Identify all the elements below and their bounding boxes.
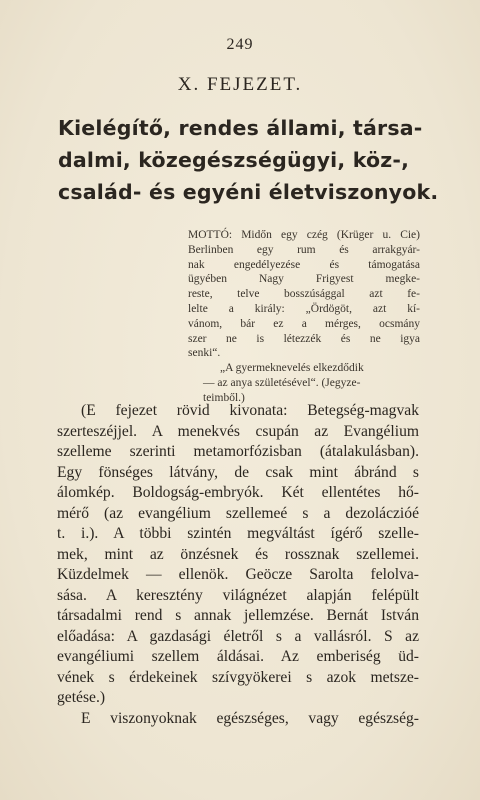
body-line: (E fejezet rövid kivonata: Betegség-magvak [81,402,419,419]
motto-line: szer ne is létezzék és ne igya [188,332,420,345]
motto-line: MOTTÓ: Midőn egy czég (Krüger u. Cie) [188,229,420,241]
motto-block [188,228,420,406]
body-line: szerteszéjjel. A menekvés csupán az Evangélium [57,422,419,440]
chapter-title [58,112,438,208]
motto-line: vánom, bár ez a mérges, ocsmány [188,317,420,330]
chapter-title-line: dalmi, közegészségügyi, köz-, [58,148,410,172]
motto-line: ügyében Nagy Frigyest megke- [188,273,420,286]
body-line: mek, mint az önzésnek és rossznak szellemei. [57,545,419,563]
motto-line: reste, telve bosszúsággal azt fe- [188,288,420,301]
page-number: 249 [226,36,254,53]
body-line: Küzdelmek — ellenök. Geöcze Sarolta felolva- [57,566,419,583]
body-line: sása. A keresztény világnézet alapján felépült [57,586,419,604]
motto-line: Berlinben egy rum és arrakgyár- [188,243,420,256]
body-line: getése.) [57,689,106,706]
body-line: E viszonyoknak egészséges, vagy egészség- [81,709,419,727]
body-line: vének s érdekeinek szívgyökerei s azok metsze- [57,668,419,686]
motto-line: nak engedélyezése és támogatása [188,258,420,271]
body-line: Egy fönséges látvány, de csak mint ábránd s [57,463,419,481]
body-line: mérő (az evangélium szellemeé s a dezoláczióé [57,504,419,522]
motto-quote-line: „A gyermeknevelés elkezdődik [220,362,364,375]
body-line: t. i.). A többi szintén megváltást ígérő szelle- [57,525,419,542]
body-line: előadása: A gazdasági életről s a vallásról. S az [57,627,419,645]
motto-line: senki“. [188,347,221,360]
body-line: álomkép. Boldogság-embryók. Két ellentétes hő- [57,484,419,501]
chapter-title-line: Kielégítő, rendes állami, társa- [58,116,423,140]
chapter-title-line: család- és egyéni életviszonyok. [58,180,439,204]
motto-quote-line: — az anya születésével“. (Jegyze- [203,376,361,389]
motto-line: lelte a király: „Ördögöt, azt kí- [188,302,420,315]
body-line: társadalmi rend s annak jellemzése. Bernát István [57,607,419,624]
body-text [57,401,419,729]
body-line: szelleme szerinti metamorfózisban (átalakulásban). [57,443,419,460]
motto-quote-line: teimből.) [203,391,245,404]
body-line: evangéliumi szellem áldásai. Az emberiség üd- [57,648,419,665]
chapter-heading: X. FEJEZET. [177,74,303,95]
